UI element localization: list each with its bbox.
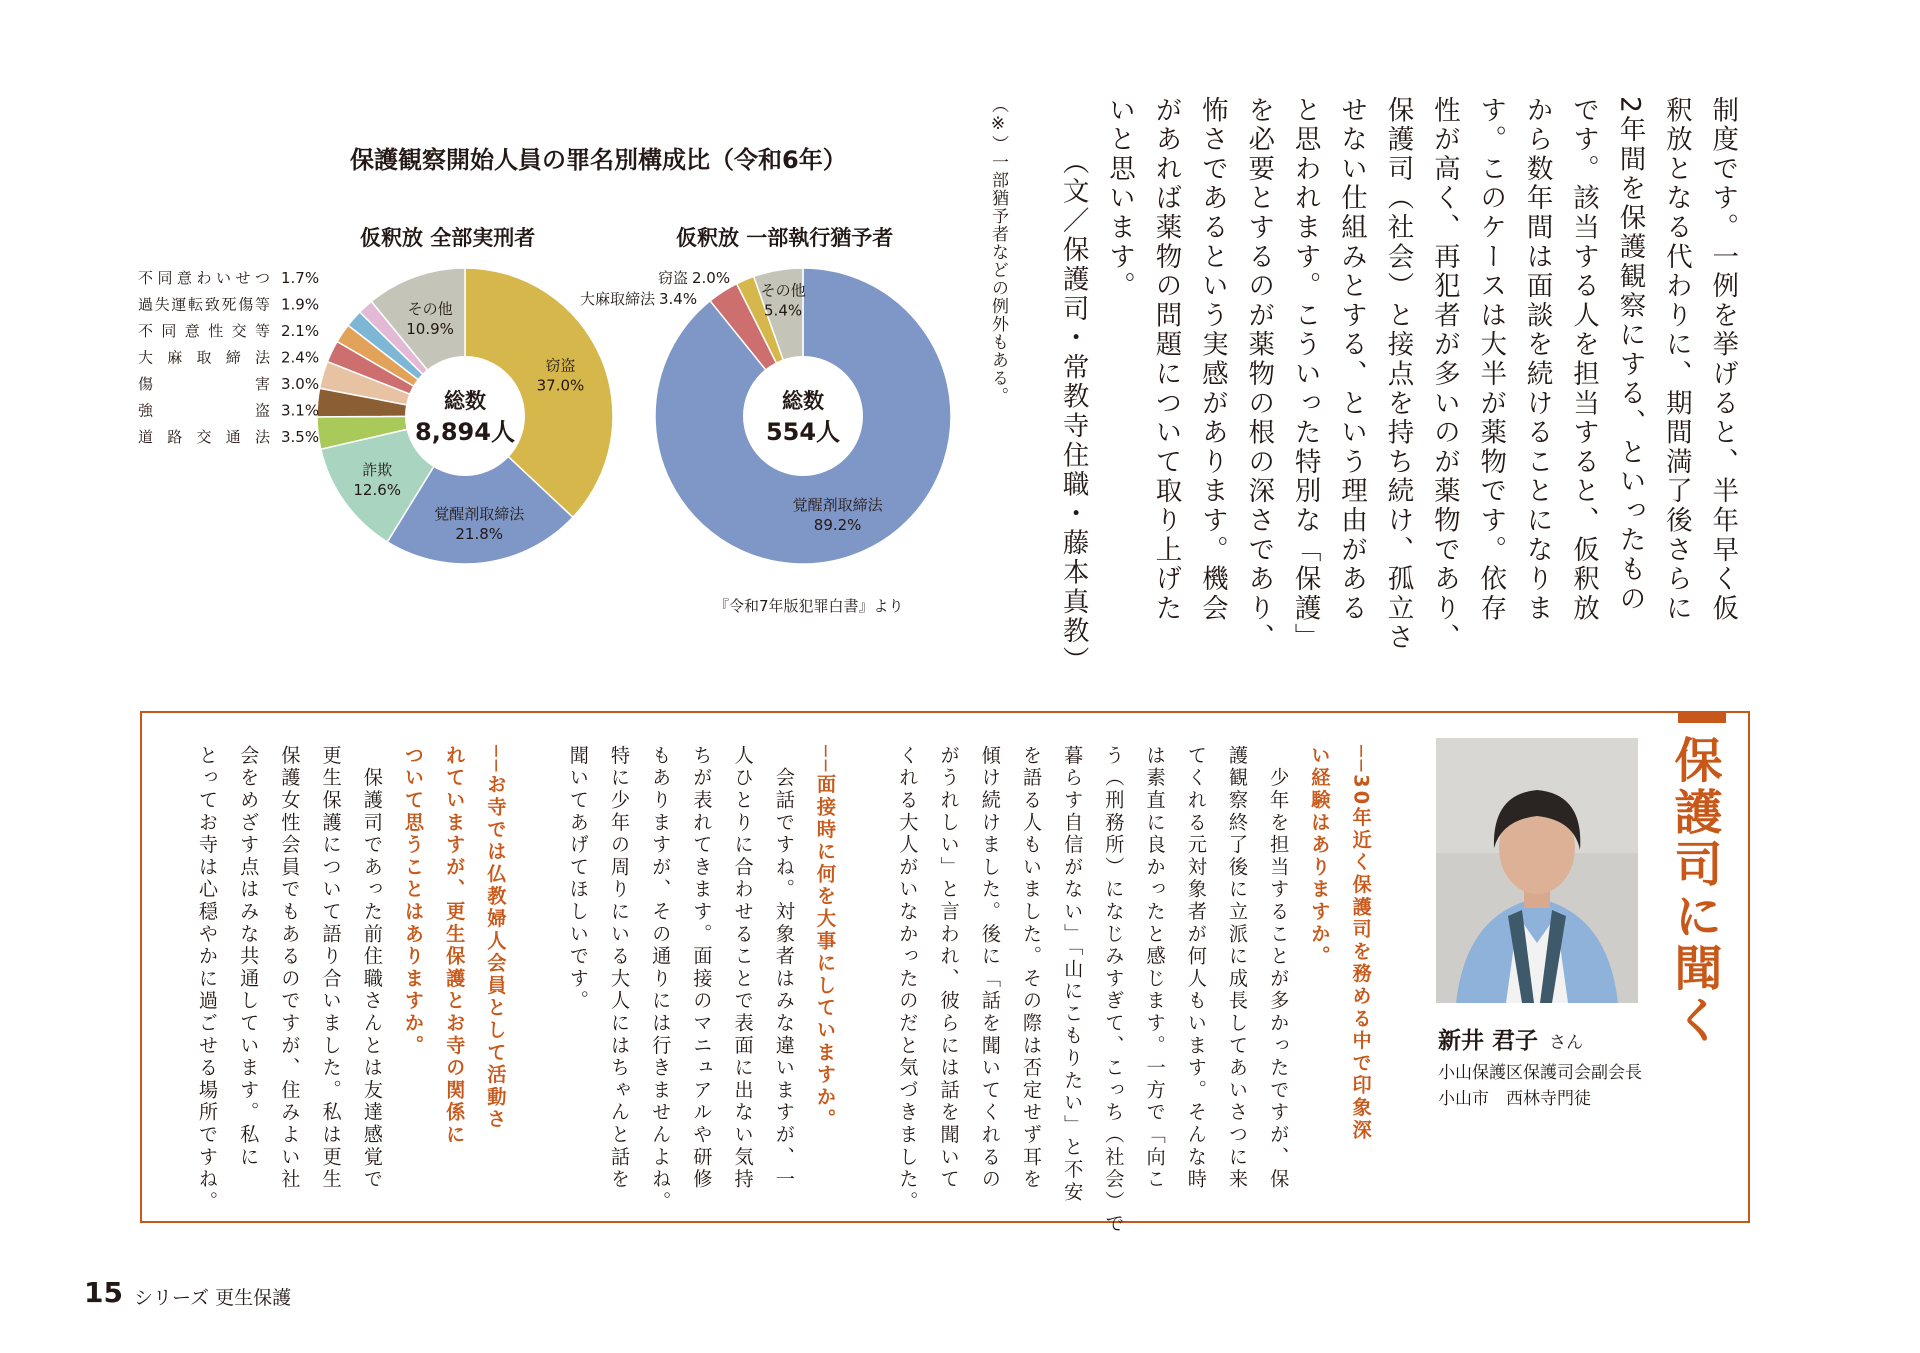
pie-total-label: 総数 [444,389,486,413]
interview-answer-line: 会話ですね。対象者はみな違いますが、一 [772,745,796,1191]
article-top-line: 釈放となる代わりに、期間満了後さらに [1660,96,1692,624]
pie-slice-label: 窃盗 [545,356,576,375]
interview-answer-line: う（刑務所）になじみすぎて、こっち（社会）で [1102,745,1126,1236]
pie-slice-label: 大麻取締法 [579,290,655,308]
chart-svg [0,0,1000,640]
pie-total-value: 8,894人 [415,418,515,446]
pie-slice-label: 窃盗 [657,269,688,287]
pie-total-value: 554人 [765,418,841,446]
pie-slice-value: 3.4% [659,290,698,308]
interview-answer-line: 更生保護について語り合いました。私は更生 [319,745,343,1191]
interview-answer-line: 聞いてあげてほしいです。 [566,745,590,1013]
interview-answer-line: 保護司であった前住職さんとは友達感覚で [360,745,384,1191]
interview-answer-line: もありますが、その通りには行きませんよね。 [649,745,673,1214]
article-top-line: を必要とするのが薬物の根の深さであり、 [1243,96,1275,653]
pie-slice-value: 37.0% [536,376,585,395]
interview-answer-line: てくれる元対象者が何人もいます。そんな時 [1184,745,1208,1191]
series-name: シリーズ 更生保護 [134,1287,292,1309]
interview-question-line: ついて思うことはありますか。 [402,745,425,1058]
interviewee-affiliation-2: 小山市 西林寺門徒 [1438,1089,1591,1109]
pie-slice-value: 21.8% [455,525,504,544]
pie-center-hole [405,356,525,476]
interviewee-name-line [1438,1022,1583,1055]
interview-answer-line: 人ひとりに合わせることで表面に出ない気持 [731,745,755,1191]
pie-slice-label: その他 [760,281,806,300]
interviewee-honorific: さん [1549,1033,1584,1053]
interview-question-line: ──30年近く保護司を務める中で印象深 [1349,745,1373,1142]
interview-answer-line: がうれしい」と言われ、彼らには話を聞いて [937,745,961,1191]
pie-chart-full-sentence [317,268,613,564]
interview-answer-line: 保護女性会員でもあるのですが、住みよい社 [278,745,302,1191]
article-top-line: から数年間は面談を続けることになりま [1521,96,1553,624]
page-number: 15 [84,1276,123,1309]
legend-label: 不同意わいせつ [138,269,270,287]
legend-value: 3.1% [281,401,320,420]
chart-1-title: 仮釈放 全部実刑者 [360,226,536,250]
article-top-line: いと思います。 [1104,96,1136,302]
article-top-line: せない仕組みとする、という理由がある [1336,96,1368,624]
pie-slice-value: 12.6% [353,480,402,499]
article-top-line: 2年間を保護観察にする、といったもの [1614,96,1646,614]
pie-1-legend [138,269,319,446]
interview-heading: 保護司に聞く [1666,735,1722,1047]
interview-answer-line: を語る人もいました。その際は否定せず耳を [1020,745,1043,1191]
pie-slice-label: 覚醒剤取締法 [792,496,883,515]
pie-slice-value: 5.4% [764,301,803,320]
legend-value: 2.1% [281,322,320,340]
article-top-line: 怖さであるという実感があります。機会 [1196,96,1228,624]
interview-answer-line: くれる大人がいなかったのだと気づきました。 [896,745,920,1214]
pie-total-label: 総数 [782,389,824,413]
legend-label: 不同意性交等 [138,322,270,340]
article-top-line: す。このケースは大半が薬物です。依存 [1475,96,1507,624]
article-top-line: があれば薬物の問題について取り上げた [1150,96,1182,624]
interview-question-line: ──お寺では仏教婦人会員として活動さ [484,745,508,1132]
legend-value: 3.5% [281,428,320,446]
pie-slice-value: 10.9% [406,320,454,339]
legend-label: 過失運転致死傷等 [138,295,270,314]
legend-label: 道路交通法 [138,428,270,446]
interviewee-photo [1436,738,1638,1003]
interview-question-line: い経験はありますか。 [1308,745,1332,968]
pie-slice-label: その他 [407,300,453,319]
pie-slice-value: 89.2% [813,516,862,535]
legend-value: 1.9% [281,295,320,314]
chart-footnote: （※）一部猶予者などの例外もある。 [988,96,1008,405]
pie-chart-partial-suspension [580,268,951,564]
article-top-line: と思われます。こういった特別な「保護」 [1289,96,1321,653]
interview-answer-line: 少年を担当することが多かったですが、保 [1267,745,1291,1191]
chart-2-title: 仮釈放 一部執行猶予者 [676,226,894,250]
legend-label: 強盗 [138,401,270,420]
legend-value: 2.4% [281,348,320,367]
interview-answer-line: 護観察終了後に立派に成長してあいさつに来 [1226,745,1249,1191]
pie-slice-label: 詐欺 [362,460,393,479]
pie-slice-label: 覚醒剤取締法 [434,505,525,524]
interview-question-line: れていますが、更生保護とお寺の関係に [443,745,467,1147]
interview-answer-line: 暮らす自信がない」「山にこもりたい」と不安 [1061,745,1085,1204]
legend-value: 1.7% [281,269,320,287]
pie-center-hole [743,356,863,476]
chart-source: 『令和7年版犯罪白書』より [714,597,904,615]
article-top-line: （文／保護司・常教寺住職・藤本真教） [1057,148,1089,676]
heading-accent-bar [1678,711,1726,723]
interview-answer-line: は素直に良かったと感じます。一方で「向こ [1143,745,1167,1191]
interview-answer-line: 会をめざす点はみな共通しています。私に [237,745,261,1169]
interviewee-name: 新井 君子 [1438,1028,1539,1054]
interview-question-line: ──面接時に何を大事にしていますか。 [814,745,837,1132]
interview-answer-line: 傾け続けました。後に「話を聞いてくれるの [978,745,1002,1191]
interview-answer-line: ちが表れてきます。面接のマニュアルや研修 [690,745,714,1191]
chart-section-title: 保護観察開始人員の罪名別構成比（令和6年） [350,146,847,174]
article-top-line: 保護司（社会）と接点を持ち続け、孤立さ [1382,96,1414,653]
legend-value: 3.0% [281,375,320,393]
interview-answer-line: とってお寺は心穏やかに過ごせる場所ですね。 [196,745,219,1214]
interviewee-affiliation-1: 小山保護区保護司会副会長 [1438,1063,1642,1083]
interview-answer-line: 特に少年の周りにいる大人にはちゃんと話を [608,745,631,1191]
article-top-line: 性が高く、再犯者が多いのが薬物であり、 [1428,96,1460,653]
legend-label: 傷害 [138,375,270,393]
legend-label: 大麻取締法 [138,348,270,367]
pie-slice-value: 2.0% [692,269,731,287]
article-top-line: 制度です。一例を挙げると、半年早く仮 [1707,96,1739,624]
article-top-line: です。該当する人を担当すると、仮釈放 [1568,96,1600,624]
